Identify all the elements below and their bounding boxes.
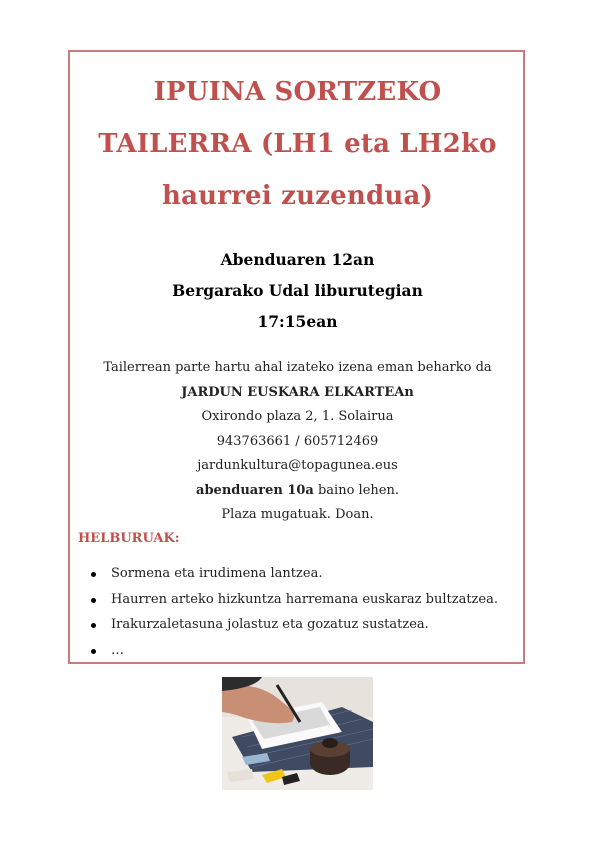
phone-numbers: 943763661 / 605712469 xyxy=(216,433,379,449)
event-time: 17:15ean xyxy=(257,312,338,331)
title-line-2: TAILERRA (LH1 eta LH2ko xyxy=(98,129,497,159)
event-date: Abenduaren 12an xyxy=(220,250,375,269)
email-address: jardunkultura@topagunea.eus xyxy=(197,458,398,473)
registration-intro: Tailerrean parte hartu ahal izateko izena eman beharko da xyxy=(103,360,492,375)
event-place: Bergarako Udal liburutegian xyxy=(172,281,423,300)
list-item: … xyxy=(88,641,498,667)
registration-info xyxy=(0,356,595,528)
organization-address: Oxirondo plaza 2, 1. Solairua xyxy=(201,409,394,424)
list-item: Irakurzaletasuna jolastuz eta gozatuz sustatzea. xyxy=(88,615,498,641)
title-line-1: IPUINA SORTZEKO xyxy=(153,77,442,107)
organization-name: JARDUN EUSKARA ELKARTEAn xyxy=(181,384,414,400)
goals-list xyxy=(88,564,498,666)
registration-note: Plaza mugatuak. Doan. xyxy=(221,507,374,522)
list-item: Haurren arteko hizkuntza harremana euskaraz bultzatzea. xyxy=(88,590,498,616)
title-line-3: haurrei zuzendua) xyxy=(161,181,434,211)
poster-title xyxy=(0,66,595,222)
workshop-photo xyxy=(222,677,373,790)
goals-heading: HELBURUAK: xyxy=(78,531,180,546)
workshop-photo-illustration xyxy=(222,677,373,790)
list-item: Sormena eta irudimena lantzea. xyxy=(88,564,498,590)
event-details xyxy=(0,244,595,337)
registration-deadline xyxy=(0,479,595,504)
deadline-date: abenduaren 10a xyxy=(196,482,314,498)
deadline-suffix: baino lehen. xyxy=(313,482,399,498)
